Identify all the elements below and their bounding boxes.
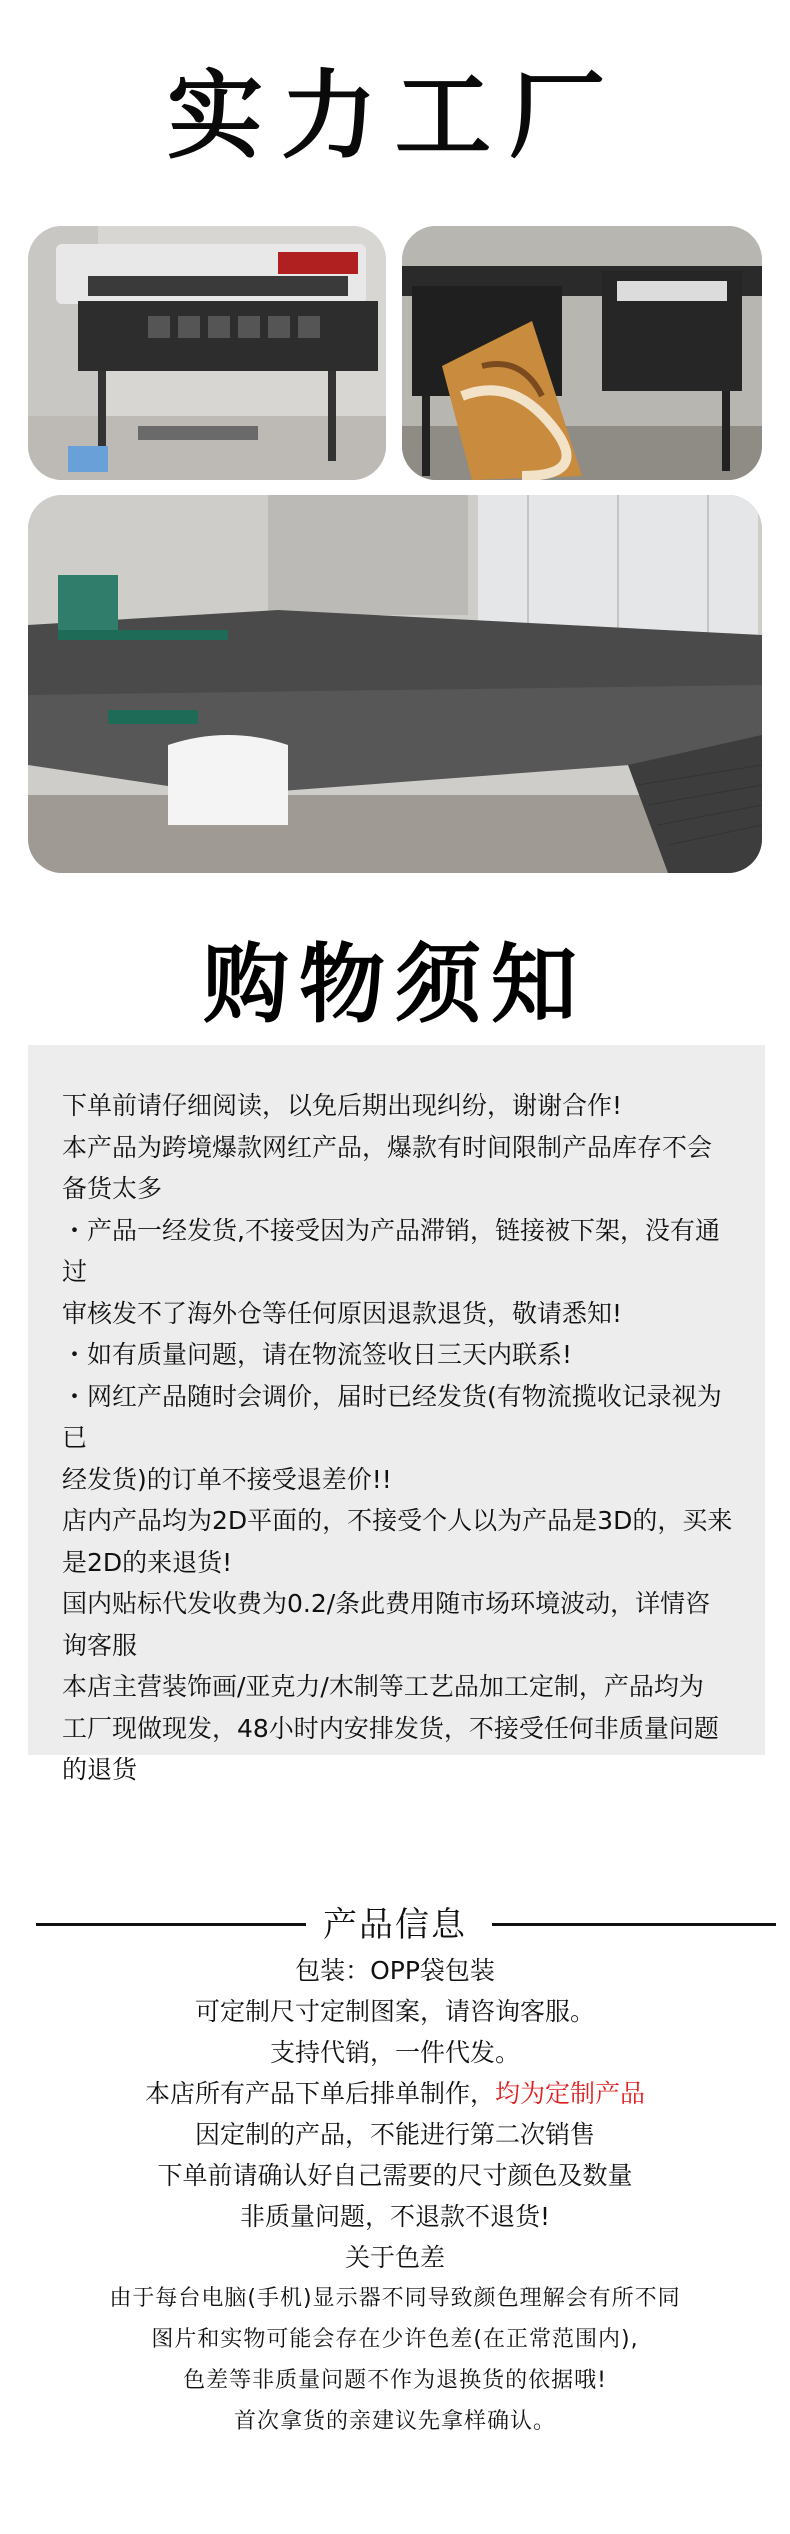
divider-right xyxy=(492,1923,776,1926)
color-diff-line: 色差等非质量问题不作为退换货的依据哦! xyxy=(183,2368,607,2393)
color-diff-title: 关于色差 xyxy=(344,2243,445,2272)
no-refund-warning: 非质量问题，不退款不退货! xyxy=(239,2202,551,2231)
no-resale-text: 因定制的产品，不能进行第二次销售 xyxy=(194,2120,595,2149)
order-policy-text xyxy=(0,2073,790,2114)
notice-title: 购物须知 xyxy=(203,935,587,1035)
color-diff-line: 首次拿货的亲建议先拿样确认。 xyxy=(233,2409,556,2434)
custom-product-highlight: 均为定制产品 xyxy=(495,2079,646,2108)
confirm-order-text: 下单前请确认好自己需要的尺寸颜色及数量 xyxy=(157,2161,633,2190)
color-diff-line: 图片和实物可能会存在少许色差(在正常范围内), xyxy=(151,2327,639,2352)
notice-line: ・网红产品随时会调价，届时已经发货(有物流揽收记录视为已 xyxy=(62,1381,722,1452)
notice-line: 经发货)的订单不接受退差价!! xyxy=(62,1464,392,1494)
notice-line: ・如有质量问题，请在物流签收日三天内联系! xyxy=(62,1340,573,1369)
notice-line: 的退货 xyxy=(62,1755,138,1784)
cnc-cutting-table-photo xyxy=(28,495,762,873)
order-policy-prefix: 本店所有产品下单后排单制作， xyxy=(144,2079,495,2108)
product-info-header xyxy=(0,1892,790,1952)
notice-text xyxy=(62,1085,742,1791)
notice-line: 是2D的来退货! xyxy=(62,1547,233,1577)
color-diff-line: 由于每台电脑(手机)显示器不同导致颜色理解会有所不同 xyxy=(109,2286,681,2311)
notice-line: 国内贴标代发收费为0.2/条此费用随市场环境波动，详情咨 xyxy=(62,1589,711,1618)
notice-line: 备货太多 xyxy=(62,1174,163,1203)
printers-with-print-photo xyxy=(402,226,762,480)
packaging-text: 包装：OPP袋包装 xyxy=(295,1956,495,1985)
notice-line: 店内产品均为2D平面的，不接受个人以为产品是3D的，买来 xyxy=(62,1506,733,1535)
notice-box xyxy=(28,1045,765,1784)
notice-line: 工厂现做现发，48小时内安排发货，不接受任何非质量问题 xyxy=(62,1713,719,1743)
notice-line: ・产品一经发货,不接受因为产品滞销，链接被下架，没有通过 xyxy=(62,1215,720,1286)
notice-line: 下单前请仔细阅读，以免后期出现纠纷，谢谢合作! xyxy=(62,1091,623,1120)
notice-line: 本产品为跨境爆款网红产品，爆款有时间限制产品库存不会 xyxy=(62,1132,713,1162)
page-title: 实力工厂 xyxy=(167,59,623,172)
notice-line: 询客服 xyxy=(62,1630,138,1660)
notice-line: 审核发不了海外仓等任何原因退款退货，敬请悉知! xyxy=(62,1298,623,1328)
custom-size-text: 可定制尺寸定制图案，请咨询客服。 xyxy=(194,1997,595,2026)
dropship-text: 支持代销，一件代发。 xyxy=(269,2038,520,2067)
product-info-title: 产品信息 xyxy=(323,1905,467,1945)
notice-line: 本店主营装饰画/亚克力/木制等工艺品加工定制，产品均为 xyxy=(62,1672,704,1701)
product-info-list xyxy=(0,1950,790,2442)
wide-format-printer-photo xyxy=(28,226,386,480)
